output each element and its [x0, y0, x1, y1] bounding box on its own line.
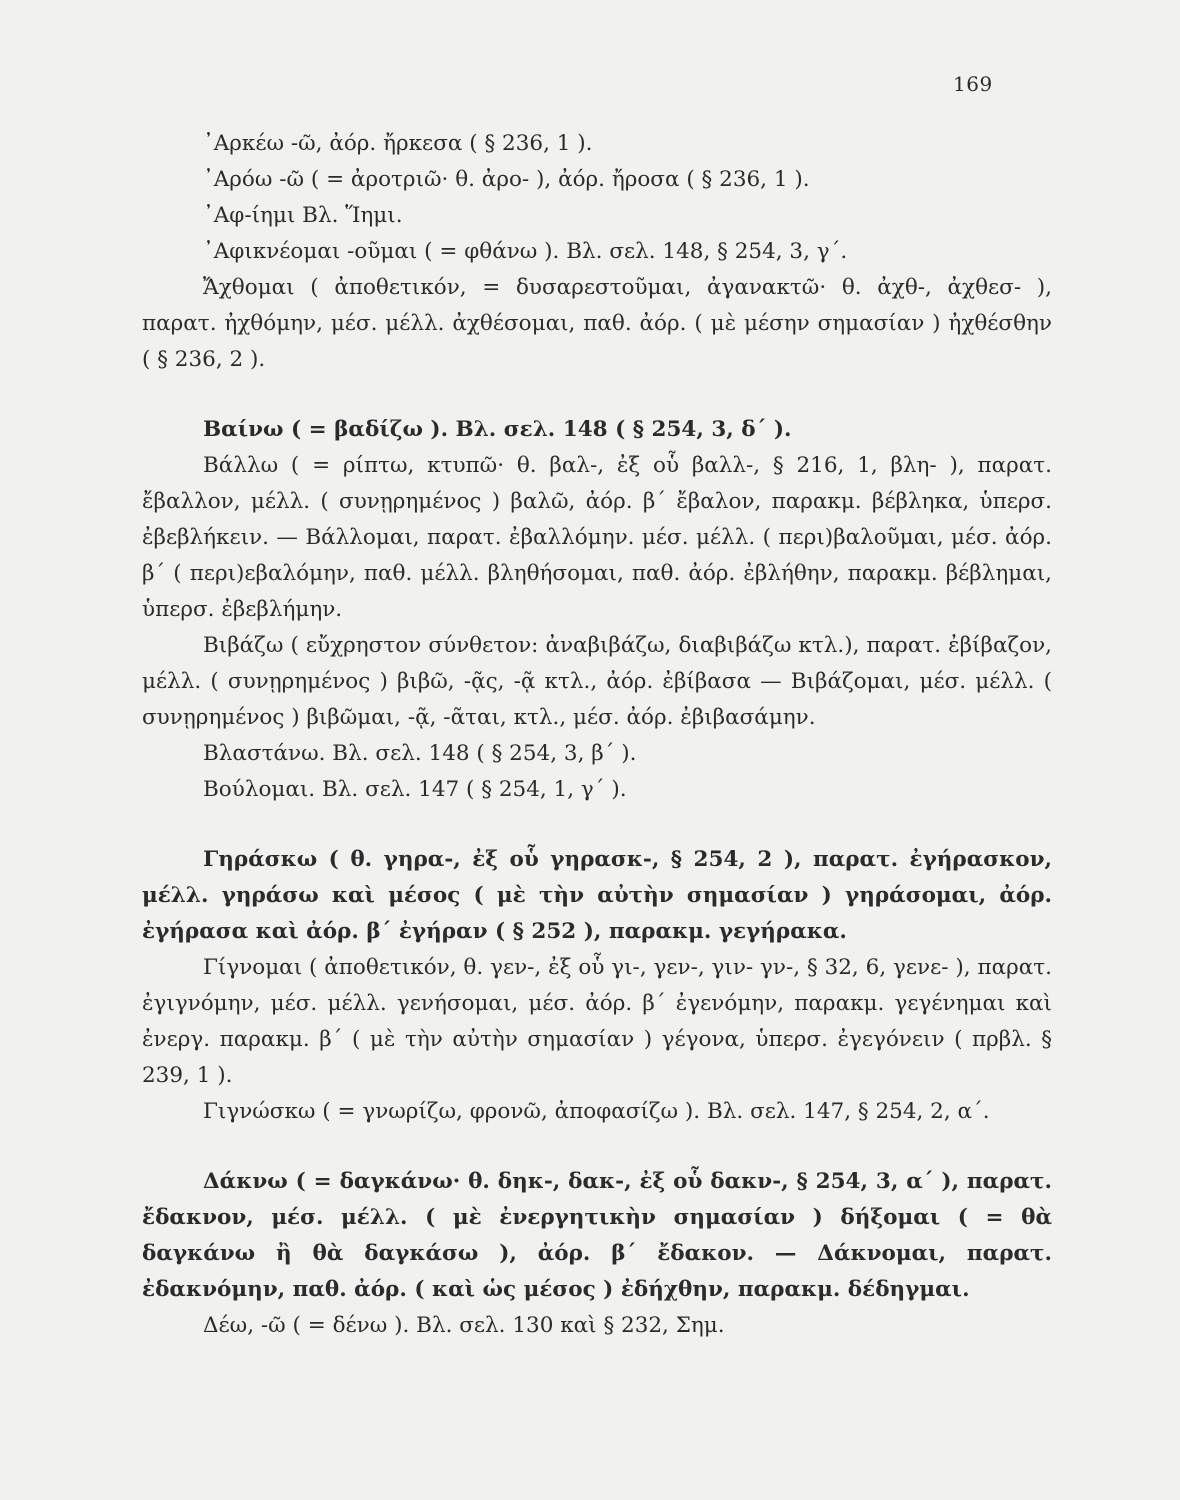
- entry-voulomai: Βούλομαι. Βλ. σελ. 147 ( § 254, 1, γ΄ ).: [203, 777, 627, 802]
- entry-vallo: Βάλλω ( = ρίπτω, κτυπῶ· θ. βαλ-, ἐξ οὗ βαλλ-, § 216, 1, βλη- ), παρατ. ἔβαλλον, μέλλ. ( συνῃρημένος ) βαλῶ, ἀόρ. β΄ ἔβαλον, παρακμ. βέβληκα, ὑπερσ. ἐβεβλήκειν. — Βάλλομαι, παρατ. ἐβαλλόμην. μέσ. μέλλ. ( περι)βαλοῦμαι, μέσ. ἀόρ. β΄ ( περι)εβαλόμην, παθ. μέλλ. βληθήσομαι, παθ. ἀόρ. ἐβλήθην, παρακμ. βέβλημαι, ὑπερσ. ἐβεβλήμην.: [142, 453, 1052, 622]
- entry-afiemi: ᾿Αφ-ίημι Βλ. Ἵημι.: [203, 203, 403, 228]
- page-number: 169: [953, 72, 993, 96]
- entry-geraskos: Γηράσκω ( θ. γηρα-, ἐξ οὗ γηρασκ-, § 254, 2 ), παρατ. ἐγήρασκον, μέλλ. γηράσω καὶ μέσος ( μὲ τὴν αὐτὴν σημασίαν ) γηράσομαι, ἀόρ. ἐγήρασα καὶ ἀόρ. β΄ ἐγήραν ( § 252 ), παρακμ. γεγήρακα.: [142, 847, 1052, 944]
- entry-aroo: ᾿Αρόω -ῶ ( = ἀροτριῶ· θ. ἀρο- ), ἀόρ. ἤροσα ( § 236, 1 ).: [203, 167, 810, 192]
- entry-gignomai: Γίγνομαι ( ἀποθετικόν, θ. γεν-, ἐξ οὗ γι-, γεν-, γιν- γν-, § 32, 6, γενε- ), παρατ. ἐγιγνόμην, μέσ. μέλλ. γενήσομαι, μέσ. ἀόρ. β΄ ἐγενόμην, παρακμ. γεγένημαι καὶ ἐνεργ. παρακμ. β΄ ( μὲ τὴν αὐτὴν σημασίαν ) γέγονα, ὑπερσ. ἐγεγόνειν ( πρβλ. § 239, 1 ).: [142, 955, 1052, 1088]
- section-gap: [142, 378, 1052, 412]
- entry-baino: Βαίνω ( = βαδίζω ). Βλ. σελ. 148 ( § 254, 3, δ΄ ).: [203, 417, 792, 442]
- section-gap: [142, 1130, 1052, 1164]
- section-gap: [142, 808, 1052, 842]
- entry-gignosko: Γιγνώσκω ( = γνωρίζω, φρονῶ, ἀποφασίζω ). Βλ. σελ. 147, § 254, 2, α΄.: [203, 1099, 990, 1124]
- entry-vlastano: Βλαστάνω. Βλ. σελ. 148 ( § 254, 3, β΄ ).: [203, 741, 637, 766]
- entry-afikneomai: ᾿Αφικνέομαι -οῦμαι ( = φθάνω ). Βλ. σελ. 148, § 254, 3, γ΄.: [203, 239, 848, 264]
- entry-achthomai: Ἄχθομαι ( ἀποθετικόν, = δυσαρεστοῦμαι, ἀγανακτῶ· θ. ἀχθ-, ἀχθεσ- ), παρατ. ἠχθόμην, μέσ. μέλλ. ἀχθέσομαι, παθ. ἀόρ. ( μὲ μέσην σημασίαν ) ἠχθέσθην ( § 236, 2 ).: [142, 275, 1052, 372]
- entry-vivazo: Βιβάζω ( εὔχρηστον σύνθετον: ἀναβιβάζω, διαβιβάζω κτλ.), παρατ. ἐβίβαζον, μέλλ. ( συνῃρημένος ) βιβῶ, -ᾷς, -ᾷ κτλ., ἀόρ. ἐβίβασα — Βιβάζομαι, μέσ. μέλλ. ( συνῃρημένος ) βιβῶμαι, -ᾷ, -ᾶται, κτλ., μέσ. ἀόρ. ἐβιβασάμην.: [142, 633, 1052, 730]
- entry-deo: Δέω, -ῶ ( = δένω ). Βλ. σελ. 130 καὶ § 232, Σημ.: [203, 1313, 725, 1338]
- page-content: [142, 126, 1052, 1344]
- entry-arkeo: ᾿Αρκέω -ῶ, ἀόρ. ἤρκεσα ( § 236, 1 ).: [203, 131, 593, 156]
- entry-dakno: Δάκνω ( = δαγκάνω· θ. δηκ-, δακ-, ἐξ οὗ δακν-, § 254, 3, α΄ ), παρατ. ἔδακνον, μέσ. μέλλ. ( μὲ ἐνεργητικὴν σημασίαν ) δήξομαι ( = θὰ δαγκάνω ἢ θὰ δαγκάσω ), ἀόρ. β΄ ἔδακον. — Δάκνομαι, παρατ. ἐδακνόμην, παθ. ἀόρ. ( καὶ ὡς μέσος ) ἐδήχθην, παρακμ. δέδηγμαι.: [142, 1169, 1052, 1302]
